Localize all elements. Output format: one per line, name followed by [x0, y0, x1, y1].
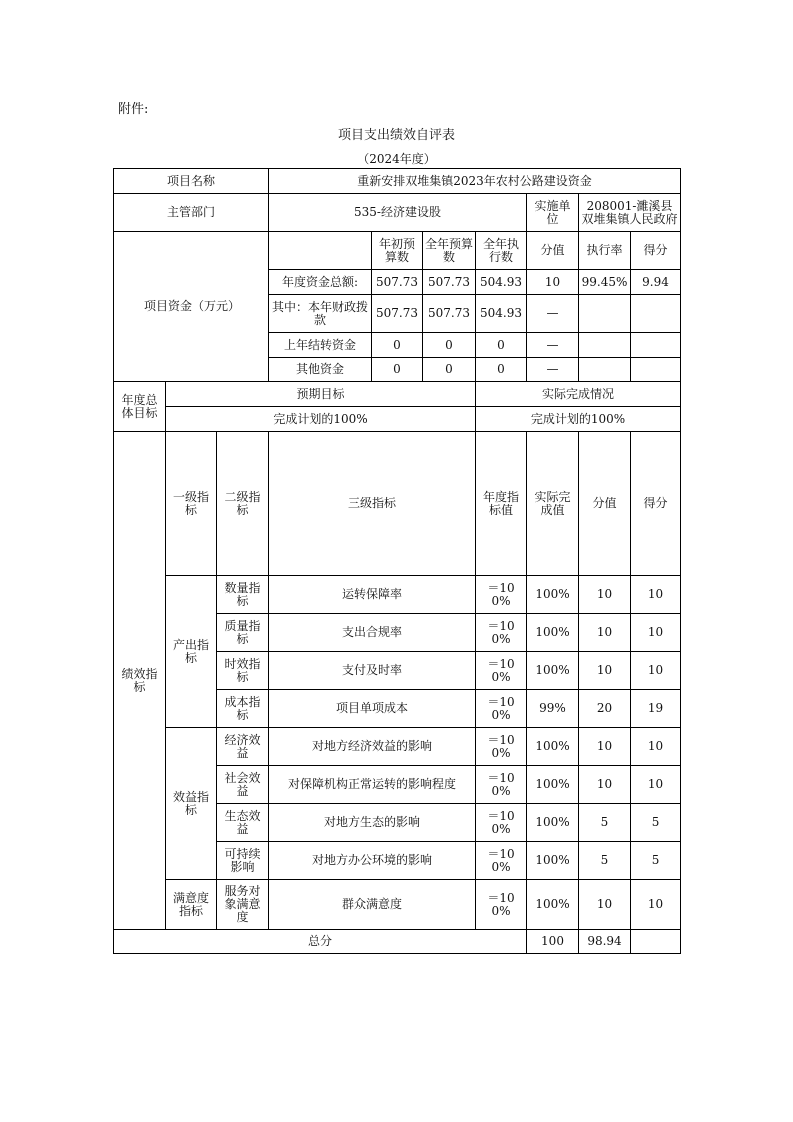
- perf-row: [114, 880, 681, 930]
- perf-l1: 满意度指标: [166, 880, 217, 930]
- perf-actual: 100%: [527, 652, 579, 690]
- perf-got: 10: [631, 880, 681, 930]
- actual-status-value: 完成计划的100%: [476, 407, 681, 432]
- perf-l3: 对地方经济效益的影响: [269, 728, 476, 766]
- perf-target: ＝100%: [476, 690, 527, 728]
- funds-cell: 0: [423, 358, 476, 382]
- perf-l2: 社会效益: [217, 766, 269, 804]
- perf-actual: 100%: [527, 576, 579, 614]
- perf-header-got: 得分: [631, 432, 681, 576]
- funds-cell: 9.94: [631, 270, 681, 295]
- funds-cell: —: [527, 333, 579, 358]
- funds-cell: 507.73: [423, 295, 476, 333]
- perf-actual: 100%: [527, 728, 579, 766]
- perf-got: 19: [631, 690, 681, 728]
- perf-l3: 项目单项成本: [269, 690, 476, 728]
- funds-row-name: 其中：本年财政拨款: [269, 295, 372, 333]
- funds-cell: 507.73: [372, 295, 423, 333]
- perf-label: 绩效指标: [114, 432, 166, 930]
- perf-score: 5: [579, 804, 631, 842]
- perf-l2: 生态效益: [217, 804, 269, 842]
- perf-l3: 对地方生态的影响: [269, 804, 476, 842]
- funds-cell: 507.73: [423, 270, 476, 295]
- perf-header-actual: 实际完成值: [527, 432, 579, 576]
- perf-actual: 100%: [527, 842, 579, 880]
- perf-score: 10: [579, 728, 631, 766]
- dept-label: 主管部门: [114, 194, 269, 232]
- perf-got: 10: [631, 614, 681, 652]
- perf-actual: 100%: [527, 614, 579, 652]
- perf-target: ＝100%: [476, 614, 527, 652]
- dept-value: 535-经济建设股: [269, 194, 527, 232]
- funds-cell: [631, 358, 681, 382]
- perf-l3: 支付及时率: [269, 652, 476, 690]
- perf-header-l1: 一级指标: [166, 432, 217, 576]
- form-year: （2024年度）: [357, 152, 436, 166]
- funds-cell: —: [527, 358, 579, 382]
- perf-got: 5: [631, 842, 681, 880]
- funds-header-col: 执行率: [579, 232, 631, 270]
- expected-goal-value: 完成计划的100%: [166, 407, 476, 432]
- funds-header-col: 得分: [631, 232, 681, 270]
- perf-l3: 对保障机构正常运转的影响程度: [269, 766, 476, 804]
- perf-score: 10: [579, 880, 631, 930]
- impl-unit-label: 实施单位: [527, 194, 579, 232]
- impl-unit-value: 208001-濉溪县双堆集镇人民政府: [579, 194, 681, 232]
- perf-l2: 经济效益: [217, 728, 269, 766]
- perf-target: ＝100%: [476, 576, 527, 614]
- perf-got: 10: [631, 652, 681, 690]
- perf-header-target: 年度指标值: [476, 432, 527, 576]
- funds-cell: [579, 358, 631, 382]
- perf-header-l3: 三级指标: [269, 432, 476, 576]
- perf-actual: 100%: [527, 804, 579, 842]
- perf-score: 10: [579, 652, 631, 690]
- expected-goal-header: 预期目标: [166, 382, 476, 407]
- perf-actual: 100%: [527, 880, 579, 930]
- funds-cell: 99.45%: [579, 270, 631, 295]
- perf-actual: 100%: [527, 766, 579, 804]
- funds-row-name: 其他资金: [269, 358, 372, 382]
- funds-cell: [579, 295, 631, 333]
- funds-cell: 504.93: [476, 295, 527, 333]
- funds-header-col: 年初预算数: [372, 232, 423, 270]
- perf-l2: 服务对象满意度: [217, 880, 269, 930]
- funds-cell: [579, 333, 631, 358]
- perf-l3: 支出合规率: [269, 614, 476, 652]
- form-title: 项目支出绩效自评表: [337, 128, 455, 143]
- funds-cell: —: [527, 295, 579, 333]
- funds-row-name: 上年结转资金: [269, 333, 372, 358]
- perf-row: [114, 728, 681, 766]
- perf-target: ＝100%: [476, 842, 527, 880]
- perf-l2: 时效指标: [217, 652, 269, 690]
- perf-header-score: 分值: [579, 432, 631, 576]
- total-row: [114, 930, 681, 954]
- perf-l3: 运转保障率: [269, 576, 476, 614]
- perf-got: 10: [631, 576, 681, 614]
- funds-cell: [631, 295, 681, 333]
- perf-score: 10: [579, 576, 631, 614]
- perf-actual: 99%: [527, 690, 579, 728]
- funds-cell: [631, 333, 681, 358]
- funds-cell: 0: [476, 358, 527, 382]
- funds-header-col: 分值: [527, 232, 579, 270]
- funds-cell: 0: [476, 333, 527, 358]
- funds-cell: 0: [372, 333, 423, 358]
- funds-header-col: 全年执行数: [476, 232, 527, 270]
- funds-cell: 504.93: [476, 270, 527, 295]
- perf-target: ＝100%: [476, 880, 527, 930]
- funds-label: 项目资金（万元）: [114, 232, 269, 382]
- total-got: 98.94: [579, 930, 631, 954]
- perf-got: 5: [631, 804, 681, 842]
- perf-target: ＝100%: [476, 652, 527, 690]
- perf-target: ＝100%: [476, 804, 527, 842]
- perf-l1: 效益指标: [166, 728, 217, 880]
- perf-row: [114, 576, 681, 614]
- perf-l3: 对地方办公环境的影响: [269, 842, 476, 880]
- perf-target: ＝100%: [476, 766, 527, 804]
- perf-l2: 成本指标: [217, 690, 269, 728]
- project-name-label: 项目名称: [114, 169, 269, 194]
- attachment-label: 附件:: [118, 102, 149, 117]
- total-note: [631, 930, 681, 954]
- total-label: 总分: [114, 930, 527, 954]
- funds-row-name: 年度资金总额:: [269, 270, 372, 295]
- perf-got: 10: [631, 766, 681, 804]
- funds-cell: 0: [423, 333, 476, 358]
- perf-l3: 群众满意度: [269, 880, 476, 930]
- perf-score: 10: [579, 614, 631, 652]
- perf-got: 10: [631, 728, 681, 766]
- perf-header-l2: 二级指标: [217, 432, 269, 576]
- perf-score: 5: [579, 842, 631, 880]
- funds-header-col: 全年预算数: [423, 232, 476, 270]
- perf-l2: 数量指标: [217, 576, 269, 614]
- funds-cell: 0: [372, 358, 423, 382]
- perf-l2: 质量指标: [217, 614, 269, 652]
- perf-l2: 可持续影响: [217, 842, 269, 880]
- actual-status-header: 实际完成情况: [476, 382, 681, 407]
- funds-header-blank: [269, 232, 372, 270]
- self-evaluation-table: [113, 168, 681, 954]
- perf-score: 20: [579, 690, 631, 728]
- project-name-value: 重新安排双堆集镇2023年农村公路建设资金: [269, 169, 681, 194]
- perf-target: ＝100%: [476, 728, 527, 766]
- total-score: 100: [527, 930, 579, 954]
- funds-cell: 507.73: [372, 270, 423, 295]
- perf-l1: 产出指标: [166, 576, 217, 728]
- funds-cell: 10: [527, 270, 579, 295]
- perf-score: 10: [579, 766, 631, 804]
- annual-goal-label: 年度总体目标: [114, 382, 166, 432]
